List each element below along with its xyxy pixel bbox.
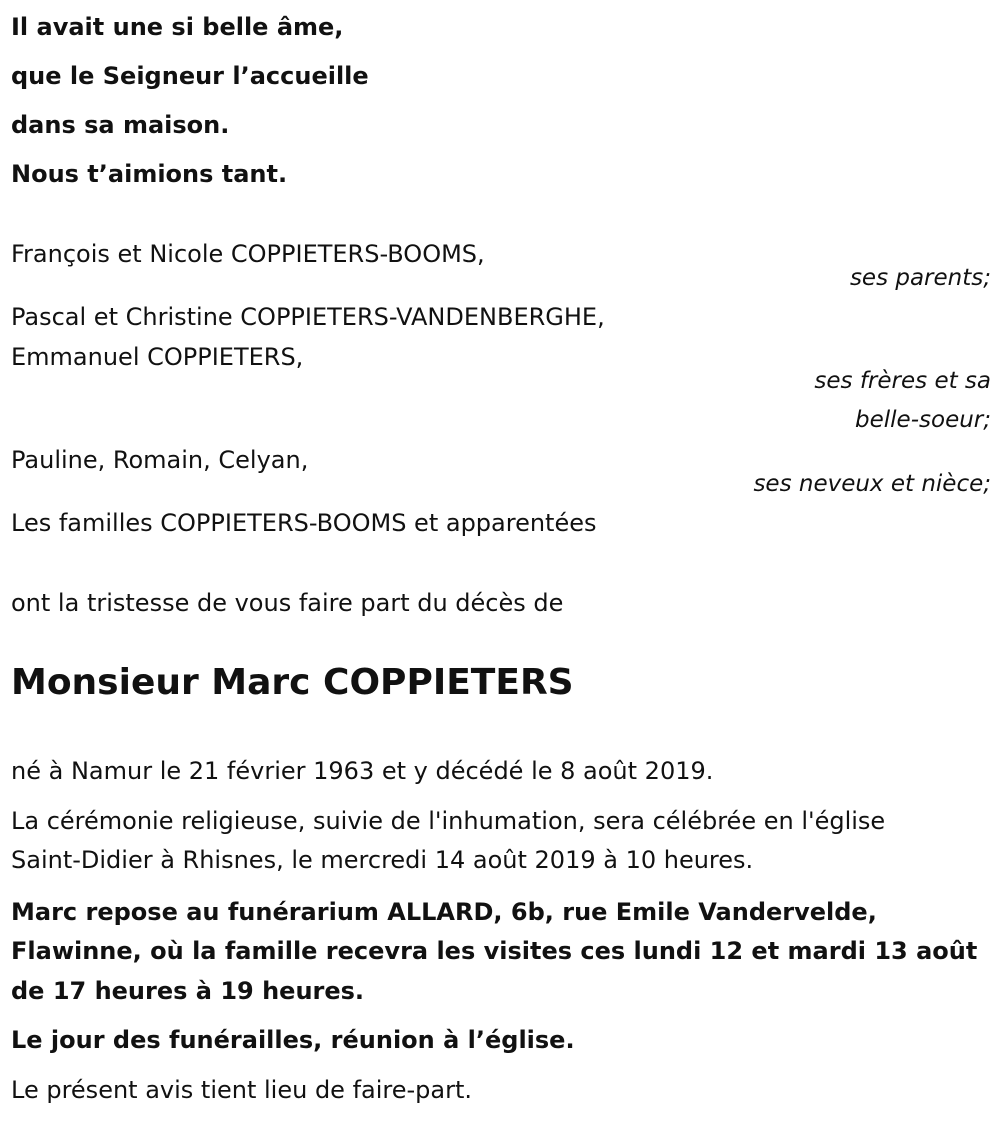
rest-line-2: Flawinne, où la famille recevra les visites ces lundi 12 et mardi 13 août: [11, 937, 978, 965]
ceremony-line-2: Saint-Didier à Rhisnes, le mercredi 14 août 2019 à 10 heures.: [11, 846, 754, 874]
deceased-name: Monsieur Marc COPPIETERS: [11, 662, 574, 703]
parents-role: ses parents;: [849, 265, 991, 291]
poem-line-4: Nous t’aimions tant.: [11, 160, 288, 188]
funeral-day: Le jour des funérailles, réunion à l’église.: [11, 1026, 575, 1054]
rest-line-3: de 17 heures à 19 heures.: [11, 977, 365, 1005]
announcement: ont la tristesse de vous faire part du décès de: [11, 589, 564, 617]
parents-names: François et Nicole COPPIETERS-BOOMS,: [11, 240, 485, 268]
rest-line-1: Marc repose au funérarium ALLARD, 6b, rue Emile Vandervelde,: [11, 898, 877, 926]
birth-death: né à Namur le 21 février 1963 et y décédé le 8 août 2019.: [11, 757, 714, 785]
notice: Le présent avis tient lieu de faire-part.: [11, 1076, 473, 1104]
nephews-names: Pauline, Romain, Celyan,: [11, 446, 309, 474]
poem-line-1: Il avait une si belle âme,: [11, 13, 344, 41]
ceremony-line-1: La cérémonie religieuse, suivie de l'inhumation, sera célébrée en l'église: [11, 807, 886, 835]
poem-line-3: dans sa maison.: [11, 111, 230, 139]
siblings-role-line-1: ses frères et sa: [814, 368, 991, 394]
siblings-line-2: Emmanuel COPPIETERS,: [11, 343, 304, 371]
siblings-role-line-2: belle-soeur;: [855, 407, 991, 433]
nephews-role: ses neveux et nièce;: [753, 471, 991, 497]
siblings-line-1: Pascal et Christine COPPIETERS-VANDENBERGHE,: [11, 303, 605, 331]
families-line: Les familles COPPIETERS-BOOMS et apparentées: [11, 509, 597, 537]
poem-line-2: que le Seigneur l’accueille: [11, 62, 369, 90]
